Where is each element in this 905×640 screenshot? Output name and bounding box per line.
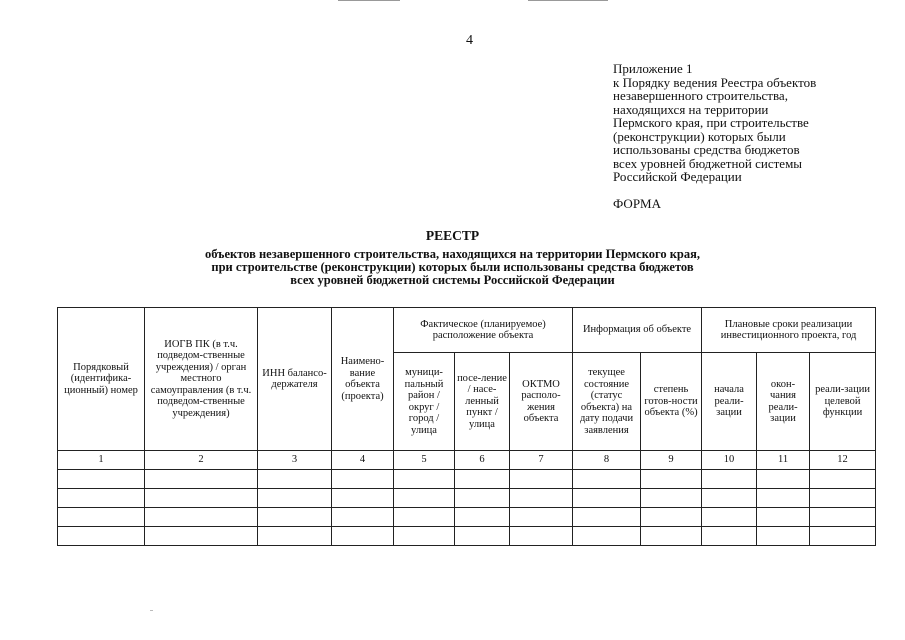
appendix-line: незавершенного строительства,	[613, 88, 788, 103]
table-cell	[573, 527, 641, 546]
header-col-4: Наимено-вание объекта (проекта)	[332, 308, 394, 451]
table-cell	[258, 470, 332, 489]
table-cell	[145, 508, 258, 527]
table-cell	[702, 470, 757, 489]
table-cell	[145, 489, 258, 508]
table-cell	[810, 508, 876, 527]
table-cell	[258, 489, 332, 508]
table-cell	[394, 470, 455, 489]
header-col-3: ИНН балансо-держателя	[258, 308, 332, 451]
column-number: 6	[455, 451, 510, 470]
column-number: 5	[394, 451, 455, 470]
form-label: ФОРМА	[613, 196, 661, 211]
top-rule-right	[528, 0, 608, 1]
table-cell	[58, 470, 145, 489]
table-cell	[394, 527, 455, 546]
table-cell	[757, 470, 810, 489]
header-col-1: Порядковый (идентифика-ционный) номер	[58, 308, 145, 451]
column-number: 3	[258, 451, 332, 470]
table-cell	[394, 489, 455, 508]
subtitle-line: всех уровней бюджетной системы Российской Федерации	[290, 273, 615, 287]
appendix-line: Приложение 1	[613, 61, 693, 76]
table-row	[58, 508, 876, 527]
table-cell	[641, 470, 702, 489]
table-cell	[757, 489, 810, 508]
table-cell	[58, 527, 145, 546]
header-group-info: Информация об объекте	[573, 308, 702, 353]
subtitle-line: объектов незавершенного строительства, находящихся на территории Пермского края,	[204, 247, 701, 261]
table-cell	[145, 470, 258, 489]
table-cell	[573, 508, 641, 527]
column-number: 12	[810, 451, 876, 470]
table-cell	[810, 489, 876, 508]
appendix-note	[613, 62, 873, 184]
header-row-top	[58, 308, 876, 353]
table-cell	[510, 508, 573, 527]
registry-table	[57, 307, 876, 546]
table-cell	[757, 508, 810, 527]
table-cell	[510, 489, 573, 508]
header-col-10: начала реали-зации	[702, 353, 757, 451]
table-cell	[641, 508, 702, 527]
table-cell	[332, 470, 394, 489]
table-cell	[641, 489, 702, 508]
table-cell	[702, 508, 757, 527]
scan-artifact	[150, 610, 153, 611]
header-col-5: муници-пальный район / округ / город / улица	[394, 353, 455, 451]
table-cell	[510, 470, 573, 489]
header-col-11: окон-чания реали-зации	[757, 353, 810, 451]
table-cell	[702, 489, 757, 508]
column-number: 8	[573, 451, 641, 470]
header-col-8: текущее состояние (статус объекта) на дату подачи заявления	[573, 353, 641, 451]
table-cell	[810, 470, 876, 489]
column-number: 2	[145, 451, 258, 470]
document-subtitle	[0, 248, 905, 287]
table-cell	[258, 508, 332, 527]
table-cell	[455, 470, 510, 489]
page-number: 4	[466, 33, 473, 48]
appendix-line: всех уровней бюджетной системы	[613, 155, 803, 171]
column-number: 7	[510, 451, 573, 470]
appendix-line: к Порядку ведения Реестра объектов	[613, 74, 817, 90]
table-cell	[58, 489, 145, 508]
appendix-line: Российской Федерации	[613, 169, 742, 184]
table-cell	[258, 527, 332, 546]
appendix-line: находящихся на территории	[613, 101, 769, 117]
header-col-6: посе-ление / насе-ленный пункт / улица	[455, 353, 510, 451]
column-number: 1	[58, 451, 145, 470]
table-cell	[455, 508, 510, 527]
subtitle-line: при строительстве (реконструкции) которых были использованы средства бюджетов	[211, 260, 694, 274]
column-number: 9	[641, 451, 702, 470]
column-number: 10	[702, 451, 757, 470]
table-row	[58, 470, 876, 489]
table-cell	[757, 527, 810, 546]
table-cell	[455, 489, 510, 508]
column-number: 11	[757, 451, 810, 470]
table-cell	[810, 527, 876, 546]
column-number: 4	[332, 451, 394, 470]
document-title: РЕЕСТР	[425, 228, 480, 243]
column-number-row	[58, 451, 876, 470]
appendix-line: Пермского края, при строительстве	[613, 115, 809, 130]
table-cell	[641, 527, 702, 546]
header-group-location: Фактическое (планируемое) расположение объекта	[394, 308, 573, 353]
header-group-terms: Плановые сроки реализации инвестиционного проекта, год	[702, 308, 876, 353]
table-cell	[332, 489, 394, 508]
header-col-2: ИОГВ ПК (в т.ч. подведом-ственные учреждения) / орган местного самоуправления (в т.ч. подведом-ственные учреждения)	[145, 308, 258, 451]
table-cell	[394, 508, 455, 527]
top-rule-left	[338, 0, 400, 1]
table-cell	[332, 527, 394, 546]
appendix-line: использованы средства бюджетов	[613, 142, 800, 157]
appendix-line: (реконструкции) которых были	[613, 128, 786, 144]
header-col-12: реали-зации целевой функции	[810, 353, 876, 451]
table-cell	[702, 527, 757, 546]
table-cell	[332, 508, 394, 527]
table-cell	[573, 489, 641, 508]
table-cell	[510, 527, 573, 546]
table-cell	[58, 508, 145, 527]
table-cell	[573, 470, 641, 489]
header-col-7: ОКТМО располо-жения объекта	[510, 353, 573, 451]
table-row	[58, 489, 876, 508]
table-cell	[145, 527, 258, 546]
table-cell	[455, 527, 510, 546]
header-col-9: степень готов-ности объекта (%)	[641, 353, 702, 451]
table-row	[58, 527, 876, 546]
